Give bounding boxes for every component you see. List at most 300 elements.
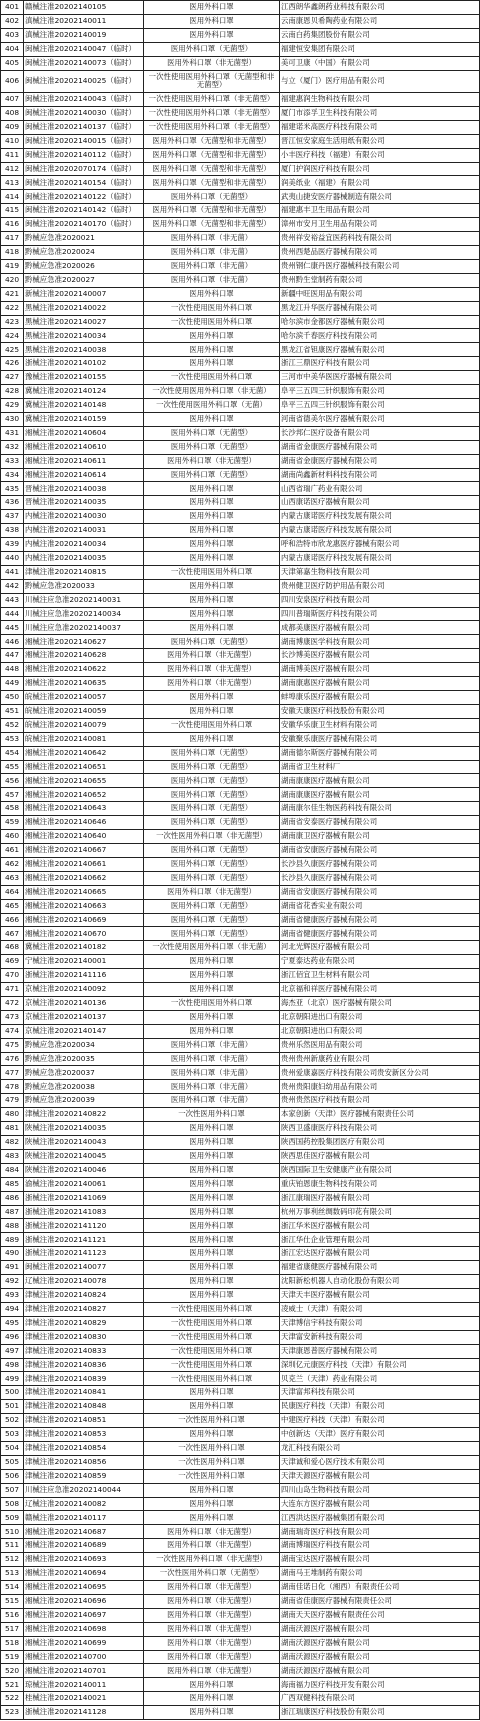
table-row (1, 691, 480, 705)
company-name-cell: 贵州黔生堂制药有限公司 (280, 273, 480, 287)
registration-number-cell: 黔械应急准2020021 (24, 232, 144, 246)
row-number-cell: 462 (1, 857, 24, 871)
product-name-cell: 医用外科口罩 (144, 524, 280, 538)
table-row (1, 1191, 480, 1205)
row-number-cell: 441 (1, 565, 24, 579)
product-name-cell: 医用外科口罩 (144, 1, 280, 15)
company-name-cell: 黑龙江升华医疗器械有限公司 (280, 301, 480, 315)
company-name-cell: 湖南省佳康医疗器械有限责任公司 (280, 1594, 480, 1608)
table-row (1, 857, 480, 871)
row-number-cell: 406 (1, 70, 24, 93)
registration-number-cell: 湘械注准20202140693 (24, 1553, 144, 1567)
product-name-cell: 医用外科口罩 (144, 1678, 280, 1692)
row-number-cell: 477 (1, 1066, 24, 1080)
company-name-cell: 河南省德美尔医疗器械有限公司 (280, 412, 480, 426)
company-name-cell: 天津诚和爱心医疗技术有限公司 (280, 1455, 480, 1469)
company-name-cell: 沈阳新松机器人自动化股份有限公司 (280, 1275, 480, 1289)
table-row (1, 1650, 480, 1664)
table-row (1, 93, 480, 107)
company-name-cell: 民康医疗科技（天津）有限公司 (280, 1400, 480, 1414)
row-number-cell: 426 (1, 357, 24, 371)
company-name-cell: 云南康恩贝希陶药业有限公司 (280, 14, 480, 28)
table-row (1, 218, 480, 232)
table-row (1, 1469, 480, 1483)
product-name-cell: 医用外科口罩 (144, 1428, 280, 1442)
product-name-cell: 医用外科口罩 (144, 482, 280, 496)
row-number-cell: 424 (1, 329, 24, 343)
table-row (1, 579, 480, 593)
row-number-cell: 481 (1, 1122, 24, 1136)
row-number-cell: 434 (1, 468, 24, 482)
table-row (1, 232, 480, 246)
registration-number-cell: 闽械注准20202140142（临时） (24, 204, 144, 218)
row-number-cell: 433 (1, 454, 24, 468)
row-number-cell: 494 (1, 1302, 24, 1316)
row-number-cell: 482 (1, 1136, 24, 1150)
table-row (1, 1052, 480, 1066)
table-row (1, 941, 480, 955)
product-name-cell: 医用外科口罩（非无菌型） (144, 1539, 280, 1553)
row-number-cell: 517 (1, 1622, 24, 1636)
product-name-cell: 一次性使用医用外科口罩 (144, 718, 280, 732)
registration-number-cell: 滇械注准20202140019 (24, 28, 144, 42)
product-name-cell: 医用外科口罩（无菌型和非无菌型） (144, 134, 280, 148)
company-name-cell: 晋江恒安家庭生活用纸有限公司 (280, 134, 480, 148)
table-row (1, 204, 480, 218)
company-name-cell: 四川安泉医疗科技有限公司 (280, 593, 480, 607)
product-name-cell: 一次性使用医用外科口罩（无菌型和非无菌型） (144, 70, 280, 93)
table-row (1, 315, 480, 329)
company-name-cell: 天津天丰医疗器械有限公司 (280, 1288, 480, 1302)
company-name-cell: 浙江康瑞医疗器械有限公司 (280, 1191, 480, 1205)
registration-number-cell: 浙械注准20202141116 (24, 969, 144, 983)
table-row (1, 1163, 480, 1177)
row-number-cell: 430 (1, 412, 24, 426)
product-name-cell: 医用外科口罩（非无菌型） (144, 1525, 280, 1539)
product-name-cell: 一次性使用医用外科口罩 (144, 996, 280, 1010)
table-row (1, 1066, 480, 1080)
table-row (1, 1275, 480, 1289)
registration-number-cell: 湘械注准20202140695 (24, 1581, 144, 1595)
product-name-cell: 一次性使用医用外科口罩 (144, 1344, 280, 1358)
table-row (1, 593, 480, 607)
registration-number-cell: 黔械应急准2020039 (24, 1094, 144, 1108)
registration-number-cell: 闽械注准20202140154（临时） (24, 176, 144, 190)
row-number-cell: 455 (1, 760, 24, 774)
company-name-cell: 湖南康康医疗器械有限公司 (280, 774, 480, 788)
registration-table-body (1, 1, 480, 1720)
company-name-cell: 龙汇科技有限公司 (280, 1441, 480, 1455)
table-row (1, 1706, 480, 1720)
row-number-cell: 506 (1, 1469, 24, 1483)
product-name-cell: 医用外科口罩 (144, 1288, 280, 1302)
product-name-cell: 医用外科口罩 (144, 579, 280, 593)
product-name-cell: 医用外科口罩（无菌型） (144, 927, 280, 941)
product-name-cell: 医用外科口罩（无菌型） (144, 635, 280, 649)
table-row (1, 371, 480, 385)
product-name-cell: 医用外科口罩 (144, 357, 280, 371)
product-name-cell: 医用外科口罩 (144, 343, 280, 357)
registration-number-cell: 津械注准20202140815 (24, 565, 144, 579)
registration-number-cell: 津械注准20202140856 (24, 1455, 144, 1469)
registration-number-cell: 京械注准20202140147 (24, 1024, 144, 1038)
row-number-cell: 486 (1, 1191, 24, 1205)
row-number-cell: 438 (1, 524, 24, 538)
row-number-cell: 518 (1, 1636, 24, 1650)
row-number-cell: 460 (1, 830, 24, 844)
row-number-cell: 445 (1, 621, 24, 635)
row-number-cell: 403 (1, 28, 24, 42)
registration-number-cell: 湘械注准20202140663 (24, 899, 144, 913)
company-name-cell: 贵州贵阳康妇幼用品有限公司 (280, 1080, 480, 1094)
registration-number-cell: 闽械注准20202140122（临时） (24, 190, 144, 204)
table-row (1, 1330, 480, 1344)
registration-number-cell: 津械注准20202140859 (24, 1469, 144, 1483)
product-name-cell: 医用外科口罩 (144, 955, 280, 969)
row-number-cell: 508 (1, 1497, 24, 1511)
row-number-cell: 454 (1, 746, 24, 760)
row-number-cell: 428 (1, 385, 24, 399)
product-name-cell: 医用外科口罩（非无菌） (144, 232, 280, 246)
company-name-cell: 湖南省花香实业有限公司 (280, 899, 480, 913)
table-row (1, 1233, 480, 1247)
product-name-cell: 医用外科口罩 (144, 691, 280, 705)
table-row (1, 1483, 480, 1497)
product-name-cell: 医用外科口罩（无菌型和非无菌型） (144, 204, 280, 218)
row-number-cell: 419 (1, 259, 24, 273)
product-name-cell: 医用外科口罩 (144, 1706, 280, 1720)
product-name-cell: 医用外科口罩 (144, 983, 280, 997)
row-number-cell: 437 (1, 510, 24, 524)
product-name-cell: 一次性医用外科口罩 (144, 1469, 280, 1483)
table-row (1, 746, 480, 760)
row-number-cell: 497 (1, 1344, 24, 1358)
row-number-cell: 519 (1, 1650, 24, 1664)
company-name-cell: 深圳亿元康医疗科技（天津）有限公司 (280, 1358, 480, 1372)
company-name-cell: 阜平三五四三针织服饰有限公司 (280, 385, 480, 399)
table-row (1, 718, 480, 732)
company-name-cell: 武夷山捷安医疗器械制造有限公司 (280, 190, 480, 204)
company-name-cell: 四川普瑞斯医疗科技有限公司 (280, 607, 480, 621)
company-name-cell: 山西省瑞广药业有限公司 (280, 482, 480, 496)
product-name-cell: 医用外科口罩（无菌型） (144, 843, 280, 857)
row-number-cell: 465 (1, 899, 24, 913)
row-number-cell: 511 (1, 1539, 24, 1553)
registration-number-cell: 湘械注准20202140635 (24, 677, 144, 691)
company-name-cell: 浙江华仕企业管理有限公司 (280, 1233, 480, 1247)
company-name-cell: 湖南省安康医疗器械有限公司 (280, 885, 480, 899)
table-row (1, 760, 480, 774)
registration-number-cell: 湘械注准20202140643 (24, 802, 144, 816)
registration-number-cell: 湘械注准20202140651 (24, 760, 144, 774)
company-name-cell: 湖南博美医疗器械有限公司 (280, 663, 480, 677)
table-row (1, 343, 480, 357)
table-row (1, 1205, 480, 1219)
product-name-cell: 医用外科口罩（无菌型） (144, 802, 280, 816)
registration-number-cell: 黑械注准20202140038 (24, 343, 144, 357)
registration-number-cell: 陕械注准20202140045 (24, 1149, 144, 1163)
registration-number-cell: 浙械注准20202141121 (24, 1233, 144, 1247)
company-name-cell: 内蒙古康诺医疗科技发展有限公司 (280, 551, 480, 565)
table-row (1, 287, 480, 301)
company-name-cell: 湖南省卫生材料厂 (280, 760, 480, 774)
table-row (1, 42, 480, 56)
product-name-cell: 一次性医用外科口罩 (144, 1414, 280, 1428)
company-name-cell: 三河市中美华医医疗器械有限公司 (280, 371, 480, 385)
row-number-cell: 488 (1, 1219, 24, 1233)
row-number-cell: 470 (1, 969, 24, 983)
row-number-cell: 469 (1, 955, 24, 969)
product-name-cell: 医用外科口罩（非无菌型） (144, 1594, 280, 1608)
product-name-cell: 医用外科口罩（无菌型和非无菌型） (144, 176, 280, 190)
registration-number-cell: 津械注准20202140853 (24, 1428, 144, 1442)
row-number-cell: 463 (1, 871, 24, 885)
registration-number-cell: 湘械注准20202140646 (24, 816, 144, 830)
product-name-cell: 医用外科口罩（非无菌型） (144, 1622, 280, 1636)
registration-number-cell: 陕械注准20202140035 (24, 1122, 144, 1136)
row-number-cell: 487 (1, 1205, 24, 1219)
table-row (1, 1414, 480, 1428)
registration-number-cell: 浙械注准20202141083 (24, 1205, 144, 1219)
row-number-cell: 523 (1, 1706, 24, 1720)
registration-number-cell: 闽械注准20202140043（临时） (24, 93, 144, 107)
registration-number-cell: 黔械应急准2020026 (24, 259, 144, 273)
row-number-cell: 414 (1, 190, 24, 204)
table-row (1, 1010, 480, 1024)
company-name-cell: 天津天源医疗器械有限公司 (280, 1469, 480, 1483)
table-row (1, 357, 480, 371)
registration-number-cell: 浙械注准20202141069 (24, 1191, 144, 1205)
registration-number-cell: 闽械注准20202140077 (24, 1261, 144, 1275)
registration-number-cell: 渝械注准20202140061 (24, 1177, 144, 1191)
row-number-cell: 448 (1, 663, 24, 677)
company-name-cell: 湖南省金康医疗器械有限公司 (280, 440, 480, 454)
company-name-cell: 湖南康康医疗器械有限公司 (280, 788, 480, 802)
company-name-cell: 厦门市添孚卫生科技有限公司 (280, 106, 480, 120)
row-number-cell: 412 (1, 162, 24, 176)
registration-number-cell: 川械注应急准20202140031 (24, 593, 144, 607)
company-name-cell: 长沙县久康医疗器械有限公司 (280, 871, 480, 885)
company-name-cell: 浙江三鼎医疗科技有限公司 (280, 357, 480, 371)
company-name-cell: 大连东方医疗器械有限公司 (280, 1497, 480, 1511)
row-number-cell: 513 (1, 1567, 24, 1581)
product-name-cell: 医用外科口罩 (144, 1010, 280, 1024)
table-row (1, 1455, 480, 1469)
table-row (1, 843, 480, 857)
registration-number-cell: 皖械注准20202140057 (24, 691, 144, 705)
row-number-cell: 461 (1, 843, 24, 857)
company-name-cell: 湖南康卫医疗器械有限公司 (280, 830, 480, 844)
table-row (1, 816, 480, 830)
company-name-cell: 湖南马王堆制药有限公司 (280, 1567, 480, 1581)
company-name-cell: 宁夏泰达药业有限公司 (280, 955, 480, 969)
registration-number-cell: 黔械应急准2020027 (24, 273, 144, 287)
registration-number-cell: 内械注准20202140034 (24, 538, 144, 552)
table-row (1, 607, 480, 621)
row-number-cell: 423 (1, 315, 24, 329)
company-name-cell: 福建惠丰卫生用品有限公司 (280, 204, 480, 218)
row-number-cell: 495 (1, 1316, 24, 1330)
company-name-cell: 北京朝阳进出口有限公司 (280, 1010, 480, 1024)
table-row (1, 56, 480, 70)
row-number-cell: 514 (1, 1581, 24, 1595)
registration-number-cell: 京械注准20202140136 (24, 996, 144, 1010)
table-row (1, 802, 480, 816)
product-name-cell: 医用外科口罩 (144, 1219, 280, 1233)
table-row (1, 1316, 480, 1330)
registration-number-cell: 皖械注准20202140079 (24, 718, 144, 732)
row-number-cell: 457 (1, 788, 24, 802)
registration-number-cell: 黔械应急准2020034 (24, 1038, 144, 1052)
registration-number-cell: 湘械注准20202140662 (24, 871, 144, 885)
table-row (1, 1372, 480, 1386)
registration-number-cell: 冀械注准20202140148 (24, 398, 144, 412)
row-number-cell: 439 (1, 538, 24, 552)
product-name-cell: 医用外科口罩 (144, 412, 280, 426)
table-row (1, 1678, 480, 1692)
registration-number-cell: 闽械注准20202140030（临时） (24, 106, 144, 120)
registration-number-cell: 辽械注准20202140078 (24, 1275, 144, 1289)
row-number-cell: 415 (1, 204, 24, 218)
company-name-cell: 与立（厦门）医疗用品有限公司 (280, 70, 480, 93)
product-name-cell: 医用外科口罩 (144, 969, 280, 983)
registration-number-cell: 晋械注准20202140035 (24, 496, 144, 510)
registration-number-cell: 湘械注准20202140627 (24, 635, 144, 649)
row-number-cell: 466 (1, 913, 24, 927)
registration-number-cell: 川械注应急准20202140037 (24, 621, 144, 635)
product-name-cell: 一次性医用外科口罩 (144, 1455, 280, 1469)
company-name-cell: 润美纸业（福建）有限公司 (280, 176, 480, 190)
registration-number-cell: 湘械注准20202140628 (24, 649, 144, 663)
row-number-cell: 498 (1, 1358, 24, 1372)
table-row (1, 969, 480, 983)
company-name-cell: 湖南宝达医疗器械有限公司 (280, 1553, 480, 1567)
product-name-cell: 医用外科口罩 (144, 496, 280, 510)
row-number-cell: 425 (1, 343, 24, 357)
table-row (1, 468, 480, 482)
company-name-cell: 湖南省健康医疗器械有限公司 (280, 927, 480, 941)
product-name-cell: 医用外科口罩（非无菌） (144, 273, 280, 287)
product-name-cell: 医用外科口罩（无菌型） (144, 440, 280, 454)
table-row (1, 677, 480, 691)
product-name-cell: 医用外科口罩 (144, 1205, 280, 1219)
registration-number-cell: 津械注准20202140851 (24, 1414, 144, 1428)
row-number-cell: 512 (1, 1553, 24, 1567)
registration-number-cell: 浙械注准20202141128 (24, 1706, 144, 1720)
table-row (1, 551, 480, 565)
company-name-cell: 内蒙古康诺医疗科技发展有限公司 (280, 524, 480, 538)
company-name-cell: 天津博信宇科技有限公司 (280, 1316, 480, 1330)
company-name-cell: 云南白药集团股份有限公司 (280, 28, 480, 42)
table-row (1, 1219, 480, 1233)
table-row (1, 927, 480, 941)
product-name-cell: 医用外科口罩 (144, 1233, 280, 1247)
table-row (1, 1122, 480, 1136)
product-name-cell: 医用外科口罩（无菌型） (144, 899, 280, 913)
table-row (1, 398, 480, 412)
table-row (1, 1108, 480, 1122)
registration-number-cell: 赣械注准20202140105 (24, 1, 144, 15)
company-name-cell: 本家创新（天津）医疗器械有限责任公司 (280, 1108, 480, 1122)
product-name-cell: 医用外科口罩（非无菌型） (144, 56, 280, 70)
registration-number-cell: 闽械注准20202140137（临时） (24, 120, 144, 134)
company-name-cell: 浙江佰宜卫生材料有限公司 (280, 969, 480, 983)
product-name-cell: 医用外科口罩 (144, 1149, 280, 1163)
product-name-cell: 医用外科口罩 (144, 1275, 280, 1289)
product-name-cell: 医用外科口罩 (144, 551, 280, 565)
company-name-cell: 贵州贵州新康药业有限公司 (280, 1052, 480, 1066)
product-name-cell: 一次性使用医用外科口罩 (144, 1302, 280, 1316)
company-name-cell: 江西朗华鑫朗药业科技有限公司 (280, 1, 480, 15)
row-number-cell: 427 (1, 371, 24, 385)
registration-number-cell: 黑械注准20202140022 (24, 301, 144, 315)
row-number-cell: 432 (1, 440, 24, 454)
table-row (1, 1247, 480, 1261)
row-number-cell: 509 (1, 1511, 24, 1525)
company-name-cell: 海杰亚（北京）医疗器械有限公司 (280, 996, 480, 1010)
row-number-cell: 442 (1, 579, 24, 593)
company-name-cell: 杭州万事利丝绸数码印花有限公司 (280, 1205, 480, 1219)
product-name-cell: 医用外科口罩（无菌型） (144, 468, 280, 482)
product-name-cell: 一次性使用医用外科口罩 (144, 1358, 280, 1372)
row-number-cell: 435 (1, 482, 24, 496)
product-name-cell: 医用外科口罩（非无菌型） (144, 1608, 280, 1622)
table-row (1, 106, 480, 120)
company-name-cell: 新疆中旺医用品有限公司 (280, 287, 480, 301)
product-name-cell: 医用外科口罩（无菌型） (144, 760, 280, 774)
table-row (1, 996, 480, 1010)
product-name-cell: 医用外科口罩（非无菌型） (144, 454, 280, 468)
product-name-cell: 一次性使用医用外科口罩 (144, 565, 280, 579)
table-row (1, 70, 480, 93)
registration-number-cell: 津械注准20202140827 (24, 1302, 144, 1316)
row-number-cell: 505 (1, 1455, 24, 1469)
company-name-cell: 小丰医疗科技（福建）有限公司 (280, 148, 480, 162)
company-name-cell: 贵州乐然医用品有限公司 (280, 1038, 480, 1052)
row-number-cell: 405 (1, 56, 24, 70)
row-number-cell: 458 (1, 802, 24, 816)
product-name-cell: 医用外科口罩 (144, 1497, 280, 1511)
row-number-cell: 410 (1, 134, 24, 148)
company-name-cell: 浙江宏达医疗器械有限公司 (280, 1247, 480, 1261)
row-number-cell: 407 (1, 93, 24, 107)
registration-number-cell: 闽械注准20202140015（临时） (24, 134, 144, 148)
company-name-cell: 湖南佳诺日化（湘西）有限责任公司 (280, 1581, 480, 1595)
registration-number-cell: 陕械注准20202140043 (24, 1136, 144, 1150)
product-name-cell: 医用外科口罩 (144, 329, 280, 343)
product-name-cell: 医用外科口罩（无菌型） (144, 871, 280, 885)
company-name-cell: 陕西思佳医疗器械有限公司 (280, 1149, 480, 1163)
product-name-cell: 医用外科口罩 (144, 287, 280, 301)
row-number-cell: 449 (1, 677, 24, 691)
registration-number-cell: 湘械注准20202140687 (24, 1525, 144, 1539)
product-name-cell: 医用外科口罩（非无菌型） (144, 649, 280, 663)
registration-number-cell: 晋械注准20202140038 (24, 482, 144, 496)
product-name-cell: 一次性使用医用外科口罩（非无菌） (144, 385, 280, 399)
table-row (1, 1525, 480, 1539)
row-number-cell: 474 (1, 1024, 24, 1038)
registration-number-cell: 浙械注准20202140102 (24, 357, 144, 371)
row-number-cell: 417 (1, 232, 24, 246)
product-name-cell: 医用外科口罩（无菌型和非无菌型） (144, 148, 280, 162)
table-row (1, 955, 480, 969)
company-name-cell: 哈尔滨千春医疗科技有限公司 (280, 329, 480, 343)
row-number-cell: 444 (1, 607, 24, 621)
registration-number-cell: 辽械注准20202140082 (24, 1497, 144, 1511)
company-name-cell: 江西洪达医疗器械集团有限公司 (280, 1511, 480, 1525)
registration-number-cell: 湘械注准20202140655 (24, 774, 144, 788)
company-name-cell: 湖南省安泰医疗器械有限公司 (280, 816, 480, 830)
